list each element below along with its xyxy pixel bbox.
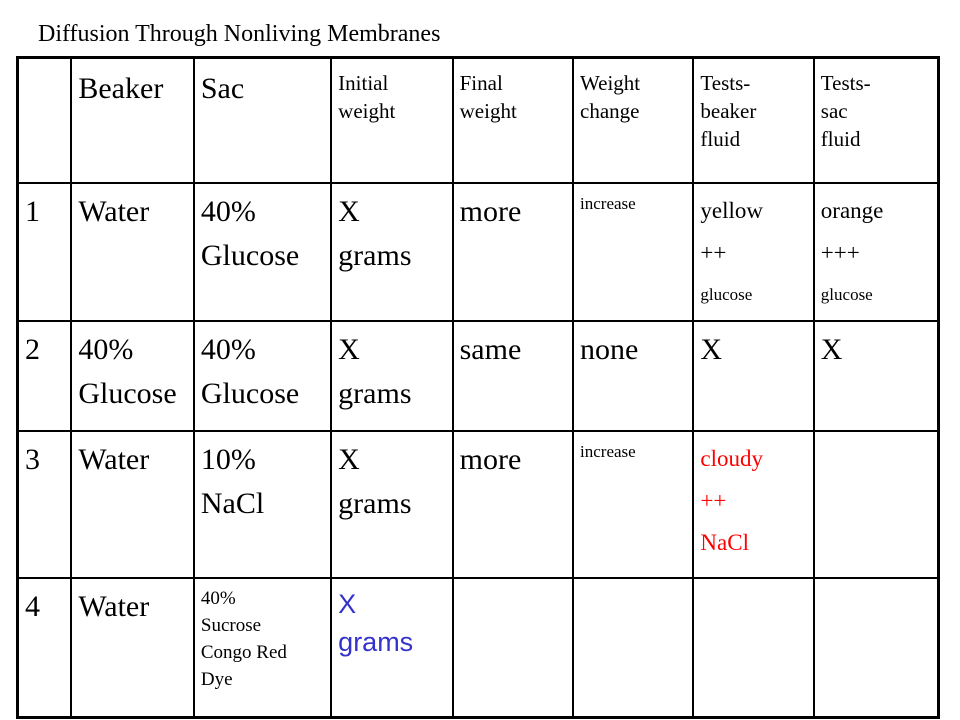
- header-cell-sac: [194, 58, 331, 183]
- sac-cell: 40% Glucose: [194, 321, 331, 431]
- tests-beaker-cell: X: [693, 321, 813, 431]
- header-sac: Sac: [200, 72, 245, 105]
- tests-beaker-cell: yellow ++ glucose: [693, 183, 813, 321]
- beaker-cell: 40% Glucose: [71, 321, 194, 431]
- row-number: 1: [18, 183, 72, 321]
- tests-sac-cell: [814, 431, 939, 578]
- row-number: 3: [18, 431, 72, 578]
- initial-weight-cell: X grams: [331, 183, 452, 321]
- weight-change-cell: increase: [573, 431, 693, 578]
- header-initial-weight: Initial weight: [338, 71, 396, 123]
- initial-weight-cell: X grams: [331, 321, 452, 431]
- header-tests-beaker: Tests- beaker fluid: [700, 71, 757, 151]
- row-number: 4: [18, 578, 72, 718]
- tests-sac-cell: orange +++ glucose: [814, 183, 939, 321]
- header-beaker: Beaker: [78, 72, 164, 105]
- final-weight-cell: same: [453, 321, 573, 431]
- final-weight-cell: more: [453, 431, 573, 578]
- weight-change-cell: [573, 578, 693, 718]
- header-cell-tests-beaker: [693, 58, 813, 183]
- final-weight-cell: more: [453, 183, 573, 321]
- sac-cell: 40% Sucrose Congo Red Dye: [194, 578, 331, 718]
- header-cell-initial-weight: [331, 58, 452, 183]
- beaker-cell: Water: [71, 183, 194, 321]
- header-tests-sac: Tests- sac fluid: [820, 71, 871, 151]
- header-cell-number: [18, 58, 72, 183]
- weight-change-cell: none: [573, 321, 693, 431]
- beaker-cell: Water: [71, 431, 194, 578]
- weight-change-cell: increase: [573, 183, 693, 321]
- header-cell-tests-sac: [814, 58, 939, 183]
- table-row: [18, 183, 939, 321]
- header-weight-change: Weight change: [580, 71, 641, 123]
- row-number: 2: [18, 321, 72, 431]
- table-row: [18, 431, 939, 578]
- initial-weight-cell: X grams: [331, 431, 452, 578]
- tests-sac-cell: [814, 578, 939, 718]
- header-cell-weight-change: [573, 58, 693, 183]
- sac-cell: 10% NaCl: [194, 431, 331, 578]
- results-table: [16, 56, 940, 719]
- initial-weight-cell: X grams: [331, 578, 452, 718]
- beaker-cell: Water: [71, 578, 194, 718]
- tests-beaker-cell: cloudy ++ NaCl: [693, 431, 813, 578]
- header-row: [18, 58, 939, 183]
- tests-beaker-cell: [693, 578, 813, 718]
- header-cell-beaker: [71, 58, 194, 183]
- page-title: Diffusion Through Nonliving Membranes: [38, 21, 441, 47]
- sac-cell: 40% Glucose: [194, 183, 331, 321]
- final-weight-cell: [453, 578, 573, 718]
- header-cell-final-weight: [453, 58, 573, 183]
- header-final-weight: Final weight: [459, 71, 517, 123]
- tests-sac-cell: X: [814, 321, 939, 431]
- table-row: [18, 578, 939, 718]
- table-row: [18, 321, 939, 431]
